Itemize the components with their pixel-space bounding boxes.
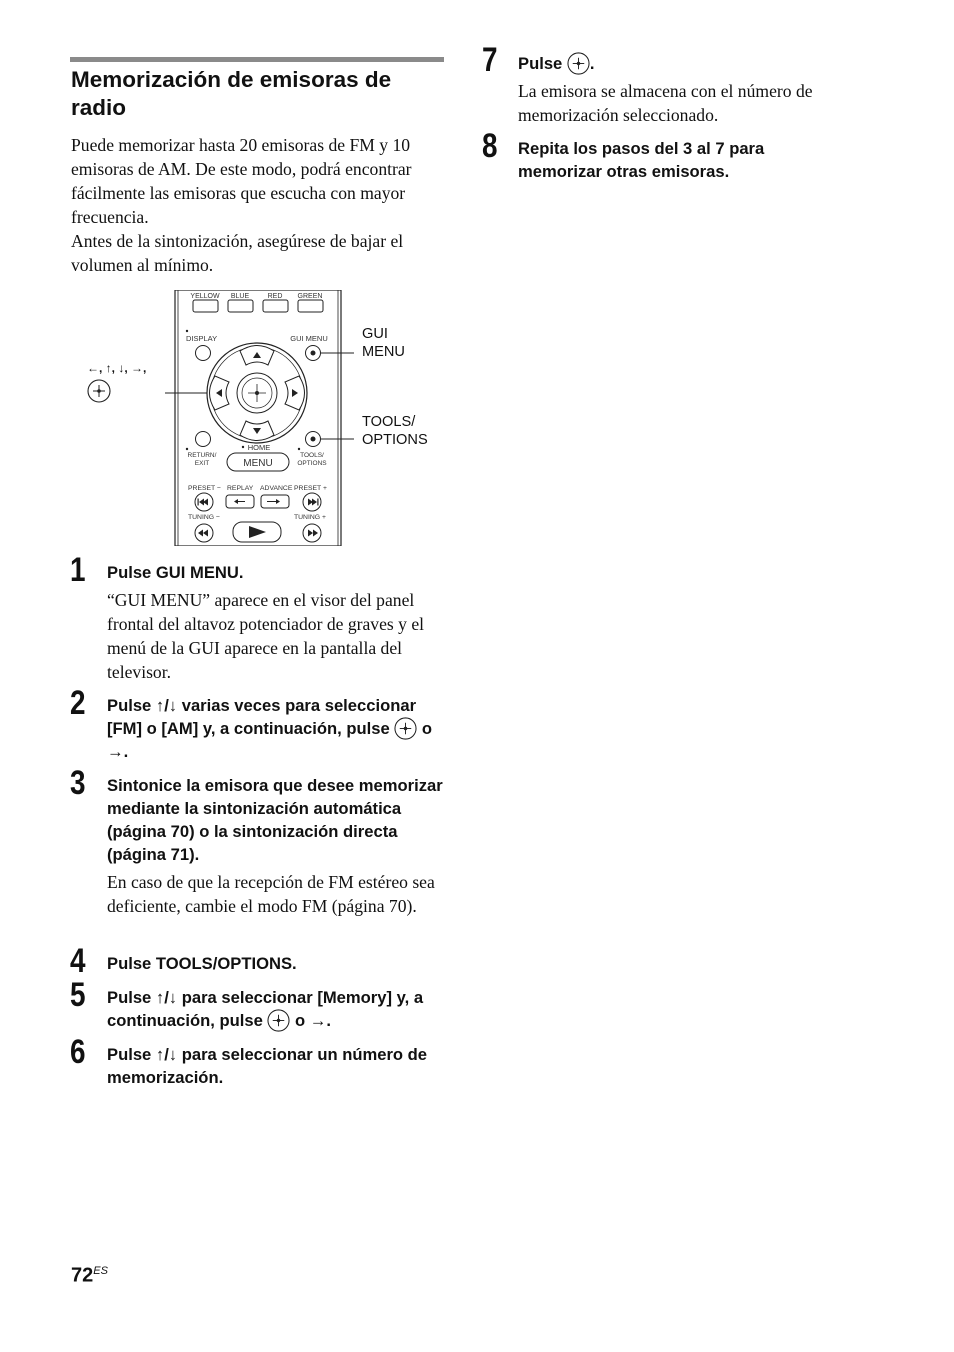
page-suffix: ES (93, 1265, 108, 1277)
yellow-label: YELLOW (190, 293, 220, 300)
tuning-plus-label: TUNING + (294, 514, 326, 521)
step-number: 4 (70, 942, 86, 980)
enter-icon (567, 52, 590, 75)
gui-menu-callout-line: GUI (362, 326, 388, 342)
step-number: 2 (70, 684, 86, 722)
up-down-arrow-icon: ↑/↓ (155, 1045, 178, 1064)
green-label: GREEN (297, 293, 323, 300)
yellow-button (193, 300, 218, 312)
display-label: DISPLAY (186, 334, 218, 343)
tools-options-callout (362, 413, 428, 449)
step-title-text: varias veces para seleccionar [FM] o [AM] y, a continuación, pulse (107, 696, 417, 738)
step-title (107, 774, 447, 866)
menu-label: MENU (243, 458, 273, 469)
step-title-text: Repita los pasos del 3 al 7 para memorizar otras emisoras. (518, 139, 765, 181)
section-rule (70, 57, 444, 62)
red-label: RED (267, 293, 283, 300)
page-number (71, 1259, 108, 1288)
step-title-text: o (290, 1011, 310, 1030)
options-label: OPTIONS (297, 460, 327, 467)
arrow-keys-label: ←, ↑, ↓, →, (87, 361, 147, 375)
step-body: En caso de que la recepción de FM estéreo sea deficiente, cambie el modo FM (página 70). (107, 872, 435, 916)
step-title-text: Pulse (107, 1045, 156, 1064)
step-title-text: para seleccionar [Memory] y, a continuación, pulse (107, 988, 424, 1030)
enter-icon (267, 1009, 290, 1032)
step-title (107, 952, 447, 975)
preset-minus-label: PRESET − (188, 485, 221, 492)
step-title-text: para seleccionar un número de memorización. (107, 1045, 428, 1087)
red-button (263, 300, 288, 312)
step-body: La emisora se almacena con el número de memorización seleccionado. (518, 81, 813, 125)
green-button (298, 300, 323, 312)
step-title (107, 986, 449, 1032)
step-title-text: o (417, 719, 433, 738)
step-title (107, 1043, 449, 1089)
step-number: 8 (482, 127, 498, 165)
exit-label: EXIT (194, 460, 210, 467)
step-title (107, 561, 447, 584)
blue-label: BLUE (230, 293, 250, 300)
tools-options-callout-line: TOOLS/ (362, 414, 416, 430)
step-title (107, 694, 449, 763)
intro-text (71, 133, 449, 277)
step-number: 5 (70, 976, 86, 1014)
preset-plus-label: PRESET + (294, 485, 327, 492)
enter-icon (88, 380, 110, 402)
right-arrow-icon: → (309, 1011, 327, 1030)
up-down-arrow-icon: ↑/↓ (155, 988, 178, 1007)
tools-options-callout-line: OPTIONS (362, 432, 428, 448)
step-title-text: Sintonice la emisora que desee memorizar mediante la sintonización automática (página 70) o la sintonización directa (página 71). (107, 776, 443, 864)
step-title-text: . (589, 54, 595, 73)
advance-label: ADVANCE (260, 485, 293, 492)
display-button (196, 346, 211, 361)
page-number-value: 72 (71, 1264, 94, 1287)
step-number: 1 (70, 551, 86, 589)
step-title-text: Pulse TOOLS/OPTIONS. (107, 954, 297, 973)
intro-paragraph: Puede memorizar hasta 20 emisoras de FM y 10 emisoras de AM. De este modo, podrá encontrar fácilmente las emisoras que escucha con mayor frecuencia. (71, 135, 412, 227)
gui-menu-callout-line: MENU (362, 344, 405, 360)
step-title-text: Pulse GUI MENU. (107, 563, 244, 582)
tuning-minus-label: TUNING − (188, 514, 220, 521)
gui-menu-callout (362, 325, 405, 361)
step-number: 3 (70, 764, 86, 802)
gui-menu-remote-label: GUI MENU (290, 334, 328, 343)
home-label: HOME (247, 443, 271, 452)
tools-label: TOOLS/ (300, 452, 324, 459)
step-number: 7 (482, 41, 498, 79)
step-title-text: Pulse (107, 696, 156, 715)
step-title (518, 52, 858, 75)
return-label: RETURN/ (187, 452, 217, 459)
step-title-text: . (123, 742, 129, 761)
enter-icon (394, 717, 417, 740)
step-title-text: . (326, 1011, 331, 1030)
step-title-text: Pulse (518, 54, 567, 73)
up-down-arrow-icon: ↑/↓ (155, 696, 178, 715)
step-body: “GUI MENU” aparece en el visor del panel frontal del altavoz potenciador de graves y el menú de la GUI aparece en la pantalla del televisor. (107, 590, 425, 682)
section-title: Memorización de emisoras de radio (71, 67, 392, 120)
step-title-text: Pulse (107, 988, 156, 1007)
return-exit-button (196, 432, 211, 447)
replay-label: REPLAY (227, 485, 254, 492)
step-title (518, 137, 818, 183)
step-number: 6 (70, 1033, 86, 1071)
blue-button (228, 300, 253, 312)
right-arrow-icon: → (107, 742, 124, 761)
intro-paragraph: Antes de la sintonización, asegúrese de bajar el volumen al mínimo. (71, 231, 404, 275)
